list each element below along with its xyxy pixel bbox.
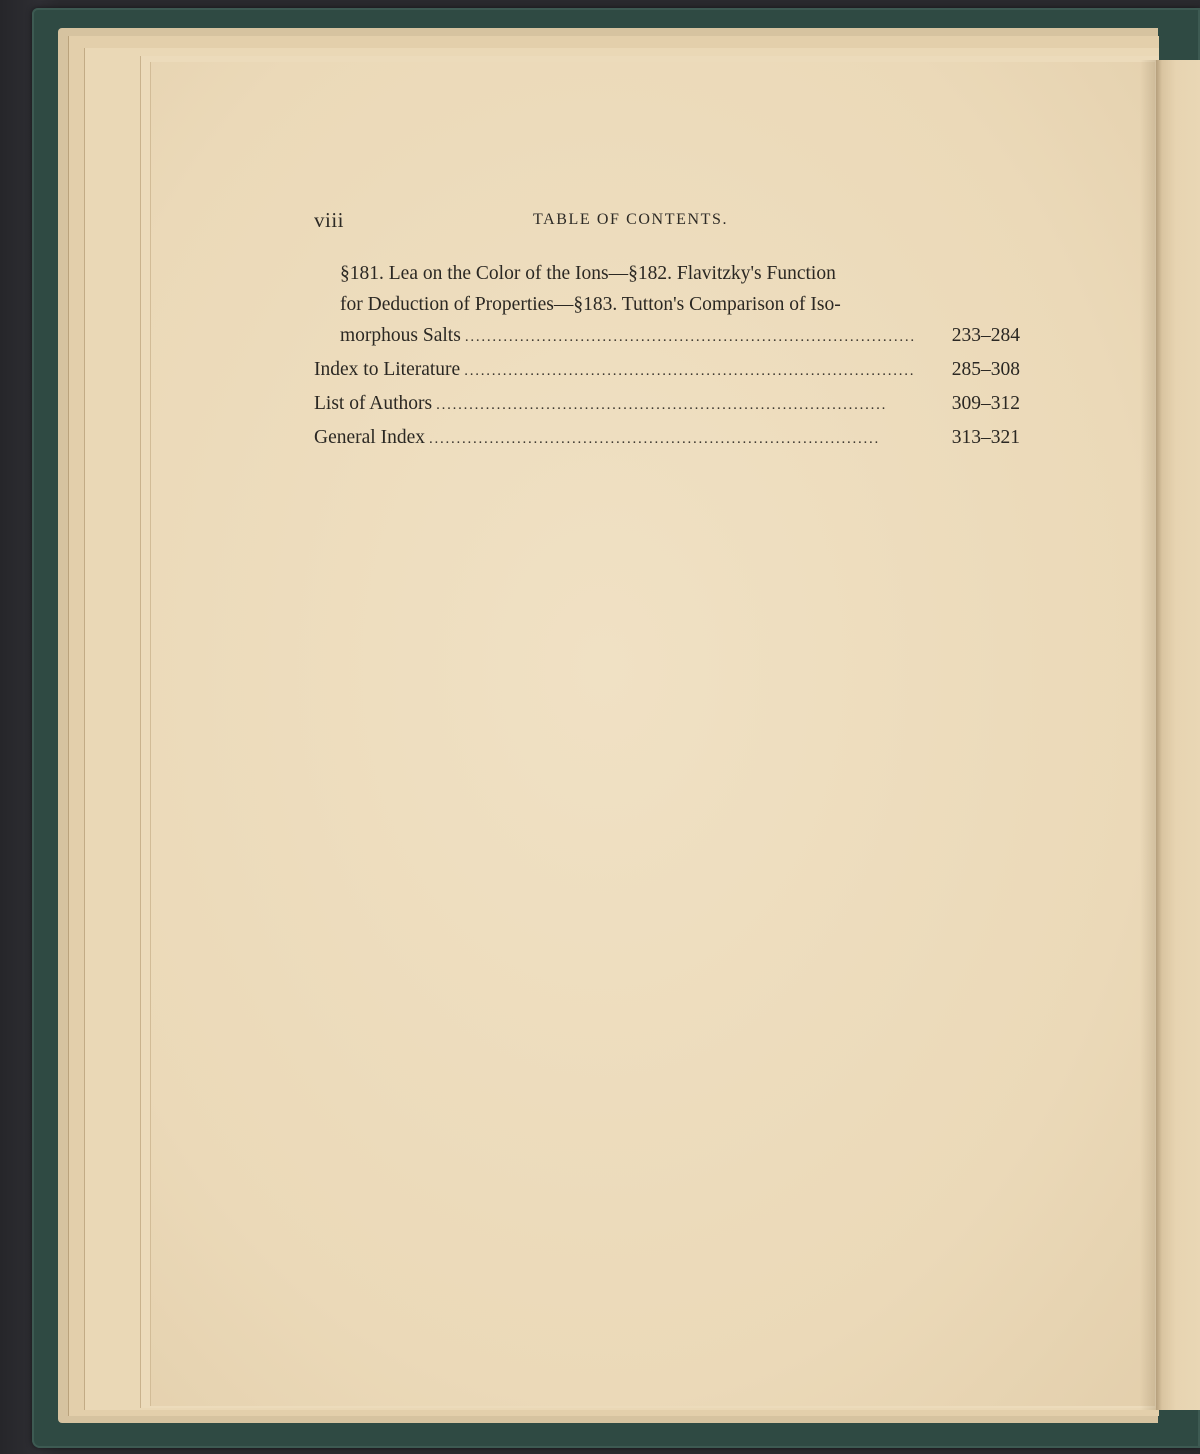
- toc-entry-line: [314, 320, 1020, 351]
- dot-leader: [436, 390, 944, 421]
- toc-entry: [314, 354, 1020, 385]
- toc-entry-line: [314, 289, 1020, 320]
- facing-page-edge: [1156, 60, 1200, 1410]
- toc-page-range: 285–308: [951, 359, 1020, 380]
- toc-entry-text: morphous Salts: [340, 325, 461, 346]
- toc-entry: [314, 388, 1020, 419]
- toc-entry: [314, 422, 1020, 453]
- toc-entry-label: List of Authors: [314, 393, 433, 414]
- table-of-contents: [314, 258, 1020, 453]
- toc-entry-text: §181. Lea on the Color of the Ions—§182. Flavitzky's Function: [340, 263, 836, 284]
- dot-leader: [465, 322, 944, 353]
- toc-page-range: 309–312: [951, 393, 1020, 414]
- toc-entry-text: for Deduction of Properties—§183. Tutton's Comparison of Iso-: [340, 294, 841, 315]
- toc-entry-label: General Index: [314, 427, 425, 448]
- dot-leader: [464, 356, 944, 387]
- toc-entry-label: Index to Literature: [314, 359, 461, 380]
- page-title: TABLE OF CONTENTS.: [533, 211, 729, 228]
- dot-leader: [429, 424, 944, 455]
- running-head: [314, 208, 1020, 240]
- toc-page-range: 313–321: [951, 427, 1020, 448]
- page-number: viii: [314, 208, 345, 232]
- toc-page-range: 233–284: [951, 325, 1020, 346]
- toc-entry-line: [314, 258, 1020, 289]
